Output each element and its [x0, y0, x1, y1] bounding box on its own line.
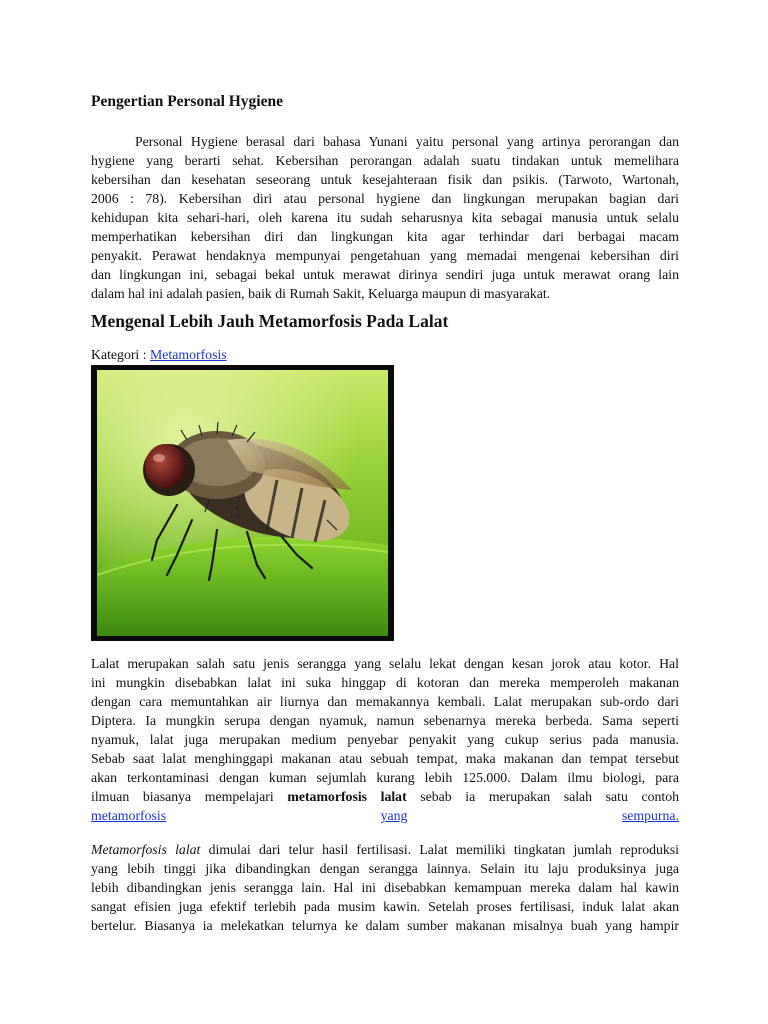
paragraph-line: Personal Hygiene berasal dari bahasa Yunani yaitu personal yang artinya perorangan dan — [135, 134, 679, 149]
paragraph-line: kebersihan dan kesehatan seseorang untuk kesejahteraan fisik dan psikis. (Tarwoto, Wartonah, — [91, 172, 679, 187]
paragraph-line — [91, 787, 679, 806]
fly-image — [97, 370, 388, 636]
fly-photo — [91, 365, 394, 641]
paragraph-line: Diptera. Ia mungkin serupa dengan nyamuk, namun sebenarnya mereka berbeda. Sama seperti — [91, 713, 679, 728]
paragraph-line: penyakit. Perawat hendaknya mempunyai pengetahuan yang memadai mengenai kebersihan diri — [91, 248, 679, 263]
paragraph-line: sangat efisien juga efektif terlebih pada musim kawin. Setelah proses fertilisasi, induk lalat akan — [91, 899, 679, 914]
text-run: ilmuan biasanya mempelajari — [91, 789, 288, 804]
paragraph-line: kehidupan kita sehari-hari, oleh karena itu sudah seharusnya kita sebagai manusia untuk selalu — [91, 210, 679, 225]
paragraph-line — [91, 840, 679, 859]
paragraph-line: ini mungkin disebabkan lalat ini suka hinggap di kotoran dan mereka memperoleh makanan — [91, 675, 679, 690]
paragraph-line: 2006 : 78). Kebersihan diri atau personal hygiene dan lingkungan merupakan bagian dari — [91, 191, 679, 206]
paragraph-line: hygiene yang berarti sehat. Kebersihan perorangan adalah suatu tindakan untuk memelihara — [91, 153, 679, 168]
text-run: dimulai dari telur hasil fertilisasi. Lalat memiliki tingkatan jumlah reproduksi — [200, 842, 679, 857]
paragraph-line: bertelur. Biasanya ia melekatkan telurnya ke dalam sumber makanan misalnya buah yang hampir — [91, 918, 679, 933]
paragraph-line: dan lingkungan ini, sebagai bekal untuk merawat dirinya sendiri juga untuk merawat orang lain — [91, 267, 679, 282]
paragraph-line: lebih dibandingkan jenis serangga lain. Hal ini disebabkan kemampuan mereka dalam hal kawin — [91, 880, 679, 895]
italic-term-metamorfosis-lalat: Metamorfosis lalat — [91, 842, 201, 857]
text-run: sebab ia merupakan salah satu contoh — [406, 789, 680, 804]
paragraph-line: yang lebih tinggi jika dibandingkan dengan serangga lainnya. Selain itu laju produksinya juga — [91, 861, 679, 876]
paragraph-line: dengan cara memuntahkan air liurnya dan memakannya kembali. Lalat merupakan sub-ordo dari — [91, 694, 679, 709]
category-label: Kategori : — [91, 347, 151, 362]
link-yang[interactable]: yang — [380, 808, 408, 823]
paragraph-line: memperhatikan kebersihan diri dan lingkungan kita agar terhindar dari berbagai macam — [91, 229, 679, 244]
paragraph-line: nyamuk, lalat juga merupakan medium penyebar penyakit yang cukup serius pada manusia. — [91, 732, 679, 747]
link-line — [91, 806, 679, 825]
category-line — [91, 347, 227, 363]
heading-personal-hygiene: Pengertian Personal Hygiene — [91, 93, 283, 110]
link-sempurna[interactable]: sempurna. — [621, 808, 679, 823]
paragraph-line: dalam hal ini adalah pasien, baik di Rumah Sakit, Keluarga maupun di masyarakat. — [91, 286, 551, 301]
category-link-metamorfosis[interactable]: Metamorfosis — [150, 347, 227, 362]
heading-metamorfosis-lalat: Mengenal Lebih Jauh Metamorfosis Pada Lalat — [91, 311, 449, 331]
paragraph-line: Sebab saat lalat menghinggapi makanan atau sebuah tempat, maka makanan dan tempat tersebut — [91, 751, 679, 766]
paragraph-line: akan terkontaminasi dengan kuman sejumlah kurang lebih 125.000. Dalam ilmu biologi, para — [91, 770, 679, 785]
link-metamorfosis[interactable]: metamorfosis — [91, 808, 167, 823]
bold-term-metamorfosis-lalat: metamorfosis lalat — [287, 789, 407, 804]
paragraph-line: Lalat merupakan salah satu jenis serangga yang selalu lekat dengan kesan jorok atau kotor. Hal — [91, 656, 679, 671]
